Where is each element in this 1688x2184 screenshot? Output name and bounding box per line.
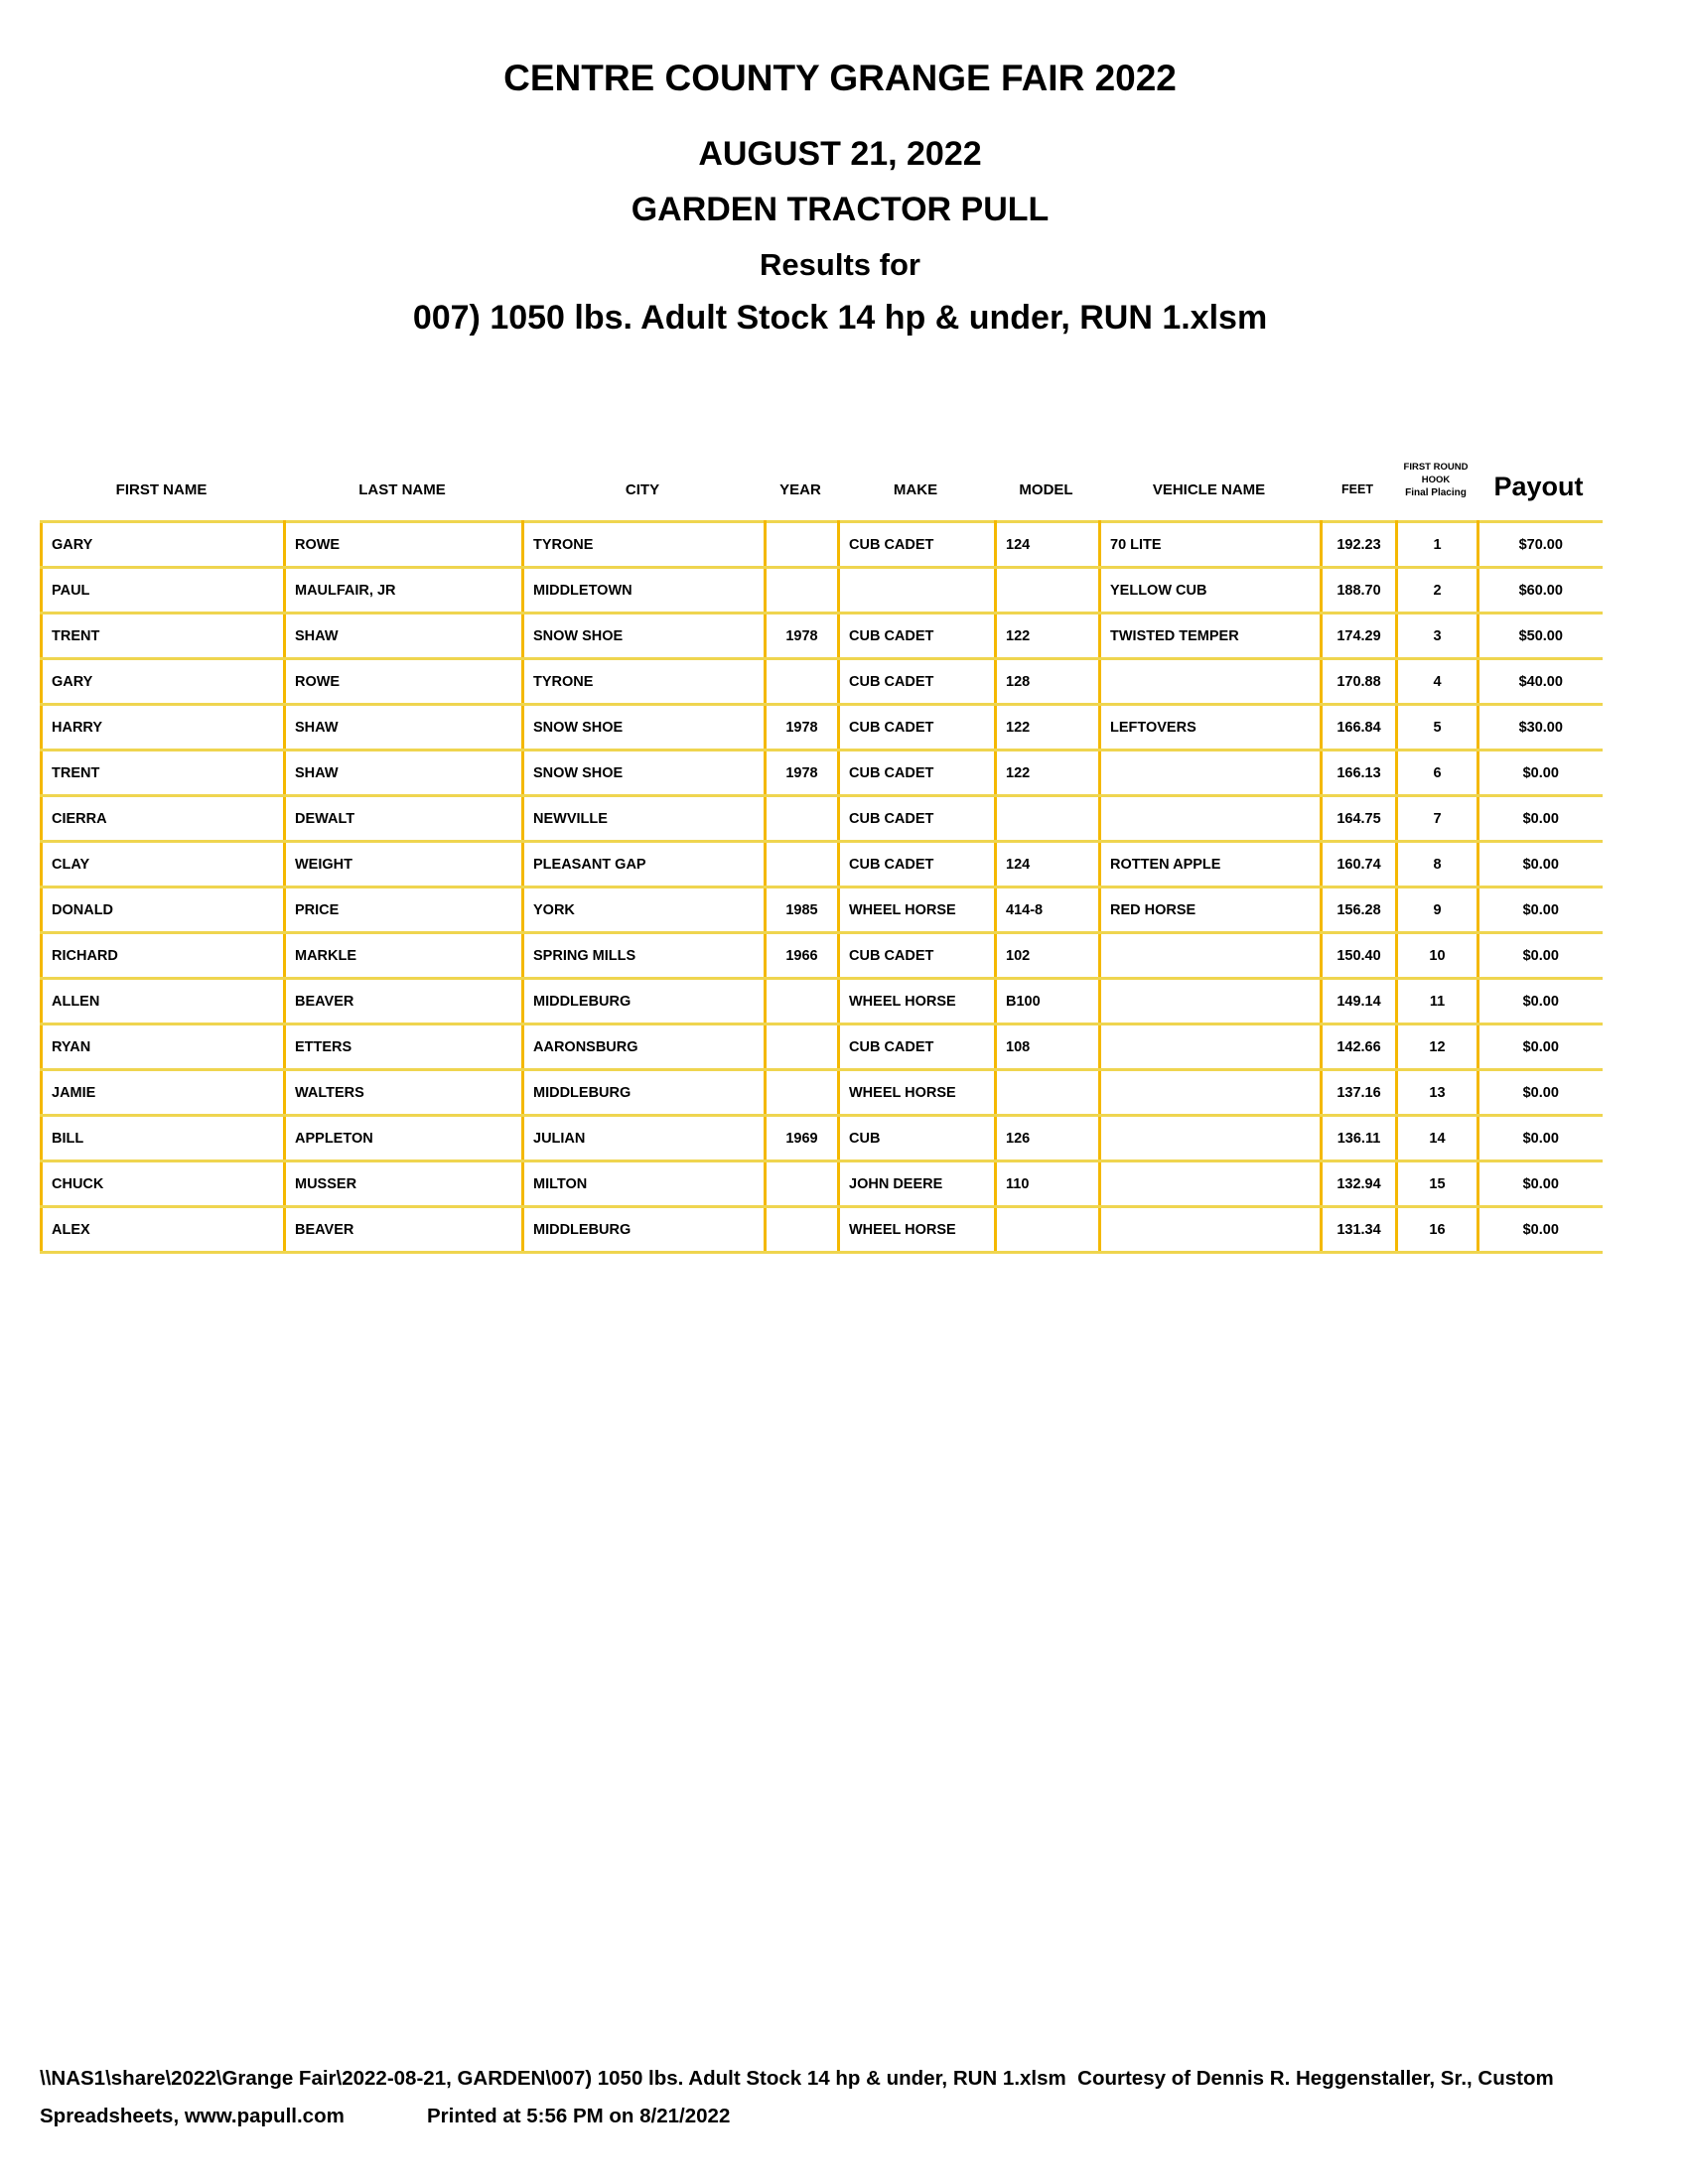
- cell-model: 108: [996, 1024, 1100, 1070]
- cell-model: 124: [996, 522, 1100, 568]
- cell-vehicle-name: [1100, 1207, 1322, 1253]
- cell-last-name: ROWE: [285, 659, 523, 705]
- cell-payout: $0.00: [1478, 842, 1603, 887]
- cell-last-name: ROWE: [285, 522, 523, 568]
- cell-hook: 4: [1397, 659, 1478, 705]
- cell-last-name: SHAW: [285, 705, 523, 751]
- cell-model: 122: [996, 705, 1100, 751]
- cell-hook: 15: [1397, 1161, 1478, 1207]
- col-header-first-name: FIRST NAME: [115, 481, 208, 498]
- cell-model: 126: [996, 1116, 1100, 1161]
- cell-last-name: MUSSER: [285, 1161, 523, 1207]
- cell-hook: 13: [1397, 1070, 1478, 1116]
- cell-payout: $70.00: [1478, 522, 1603, 568]
- cell-model: [996, 568, 1100, 614]
- table-row: [42, 705, 1603, 751]
- cell-vehicle-name: [1100, 1070, 1322, 1116]
- cell-first-name: CHUCK: [42, 1161, 285, 1207]
- event-date: AUGUST 21, 2022: [698, 135, 982, 173]
- table-row: [42, 796, 1603, 842]
- cell-hook: 11: [1397, 979, 1478, 1024]
- cell-year: [766, 568, 839, 614]
- cell-payout: $0.00: [1478, 1070, 1603, 1116]
- cell-feet: 137.16: [1322, 1070, 1397, 1116]
- cell-city: SNOW SHOE: [523, 751, 766, 796]
- cell-vehicle-name: [1100, 796, 1322, 842]
- cell-model: 122: [996, 614, 1100, 659]
- cell-year: 1985: [766, 887, 839, 933]
- cell-city: SNOW SHOE: [523, 705, 766, 751]
- cell-first-name: GARY: [42, 522, 285, 568]
- cell-model: 128: [996, 659, 1100, 705]
- cell-feet: 160.74: [1322, 842, 1397, 887]
- cell-make: CUB CADET: [839, 705, 996, 751]
- cell-payout: $40.00: [1478, 659, 1603, 705]
- cell-feet: 164.75: [1322, 796, 1397, 842]
- cell-payout: $0.00: [1478, 751, 1603, 796]
- cell-last-name: MARKLE: [285, 933, 523, 979]
- cell-year: [766, 1024, 839, 1070]
- table-row: [42, 522, 1603, 568]
- cell-last-name: WALTERS: [285, 1070, 523, 1116]
- cell-feet: 166.84: [1322, 705, 1397, 751]
- cell-year: 1978: [766, 614, 839, 659]
- cell-first-name: ALLEN: [42, 979, 285, 1024]
- cell-hook: 5: [1397, 705, 1478, 751]
- cell-vehicle-name: [1100, 1024, 1322, 1070]
- cell-year: [766, 659, 839, 705]
- cell-payout: $0.00: [1478, 1024, 1603, 1070]
- cell-model: [996, 1070, 1100, 1116]
- cell-model: 102: [996, 933, 1100, 979]
- cell-year: [766, 796, 839, 842]
- cell-first-name: ALEX: [42, 1207, 285, 1253]
- cell-first-name: HARRY: [42, 705, 285, 751]
- cell-feet: 149.14: [1322, 979, 1397, 1024]
- cell-make: CUB CADET: [839, 659, 996, 705]
- cell-make: WHEEL HORSE: [839, 1070, 996, 1116]
- cell-first-name: TRENT: [42, 614, 285, 659]
- cell-feet: 142.66: [1322, 1024, 1397, 1070]
- cell-feet: 166.13: [1322, 751, 1397, 796]
- cell-feet: 188.70: [1322, 568, 1397, 614]
- table-row: [42, 1161, 1603, 1207]
- table-row: [42, 842, 1603, 887]
- cell-vehicle-name: [1100, 659, 1322, 705]
- cell-payout: $0.00: [1478, 979, 1603, 1024]
- cell-hook: 1: [1397, 522, 1478, 568]
- cell-feet: 170.88: [1322, 659, 1397, 705]
- cell-model: 414-8: [996, 887, 1100, 933]
- table-column-headers: [40, 427, 1601, 500]
- footer-file-path: \\NAS1\share\2022\Grange Fair\2022-08-21, GARDEN\007) 1050 lbs. Adult Stock 14 hp & under, RUN 1.xlsm Courtesy of Dennis R. Heggenstaller, Sr., Custom: [40, 2067, 1554, 2090]
- cell-vehicle-name: [1100, 1161, 1322, 1207]
- cell-year: [766, 1161, 839, 1207]
- cell-last-name: BEAVER: [285, 979, 523, 1024]
- table-row: [42, 659, 1603, 705]
- cell-model: [996, 1207, 1100, 1253]
- cell-city: AARONSBURG: [523, 1024, 766, 1070]
- cell-payout: $0.00: [1478, 1116, 1603, 1161]
- cell-city: TYRONE: [523, 659, 766, 705]
- cell-feet: 156.28: [1322, 887, 1397, 933]
- col-header-year: YEAR: [779, 481, 821, 498]
- cell-model: 110: [996, 1161, 1100, 1207]
- table-row: [42, 979, 1603, 1024]
- table-row: [42, 1024, 1603, 1070]
- cell-make: CUB CADET: [839, 796, 996, 842]
- cell-make: WHEEL HORSE: [839, 887, 996, 933]
- table-row: [42, 614, 1603, 659]
- cell-last-name: PRICE: [285, 887, 523, 933]
- cell-hook: 10: [1397, 933, 1478, 979]
- cell-first-name: JAMIE: [42, 1070, 285, 1116]
- cell-feet: 132.94: [1322, 1161, 1397, 1207]
- cell-last-name: MAULFAIR, JR: [285, 568, 523, 614]
- cell-feet: 150.40: [1322, 933, 1397, 979]
- cell-year: 1966: [766, 933, 839, 979]
- cell-first-name: RYAN: [42, 1024, 285, 1070]
- cell-city: MIDDLETOWN: [523, 568, 766, 614]
- results-table: [40, 520, 1603, 1254]
- cell-payout: $0.00: [1478, 933, 1603, 979]
- cell-make: CUB: [839, 1116, 996, 1161]
- cell-city: YORK: [523, 887, 766, 933]
- cell-payout: $0.00: [1478, 887, 1603, 933]
- col-header-hook: [1395, 462, 1477, 500]
- cell-model: [996, 796, 1100, 842]
- col-header-hook-line3: Final Placing: [1405, 487, 1467, 498]
- table-row: [42, 751, 1603, 796]
- cell-vehicle-name: [1100, 933, 1322, 979]
- col-header-payout: Payout: [1493, 472, 1584, 501]
- cell-hook: 2: [1397, 568, 1478, 614]
- cell-vehicle-name: ROTTEN APPLE: [1100, 842, 1322, 887]
- cell-first-name: DONALD: [42, 887, 285, 933]
- cell-model: B100: [996, 979, 1100, 1024]
- cell-city: SPRING MILLS: [523, 933, 766, 979]
- cell-hook: 6: [1397, 751, 1478, 796]
- col-header-city: CITY: [625, 481, 660, 498]
- cell-make: WHEEL HORSE: [839, 1207, 996, 1253]
- cell-make: CUB CADET: [839, 522, 996, 568]
- col-header-last-name: LAST NAME: [358, 481, 446, 498]
- table-row: [42, 1207, 1603, 1253]
- cell-city: TYRONE: [523, 522, 766, 568]
- cell-last-name: WEIGHT: [285, 842, 523, 887]
- cell-year: [766, 522, 839, 568]
- cell-year: [766, 842, 839, 887]
- cell-city: MIDDLEBURG: [523, 1070, 766, 1116]
- page-title: CENTRE COUNTY GRANGE FAIR 2022: [503, 58, 1177, 98]
- cell-hook: 3: [1397, 614, 1478, 659]
- cell-model: 122: [996, 751, 1100, 796]
- cell-city: JULIAN: [523, 1116, 766, 1161]
- cell-year: [766, 1207, 839, 1253]
- cell-hook: 16: [1397, 1207, 1478, 1253]
- cell-city: NEWVILLE: [523, 796, 766, 842]
- cell-first-name: GARY: [42, 659, 285, 705]
- cell-hook: 12: [1397, 1024, 1478, 1070]
- col-header-feet: FEET: [1341, 481, 1373, 496]
- cell-make: [839, 568, 996, 614]
- cell-last-name: SHAW: [285, 614, 523, 659]
- cell-last-name: SHAW: [285, 751, 523, 796]
- cell-feet: 131.34: [1322, 1207, 1397, 1253]
- cell-city: MIDDLEBURG: [523, 979, 766, 1024]
- cell-first-name: TRENT: [42, 751, 285, 796]
- cell-make: JOHN DEERE: [839, 1161, 996, 1207]
- cell-vehicle-name: RED HORSE: [1100, 887, 1322, 933]
- col-header-model: MODEL: [1019, 481, 1073, 498]
- cell-hook: 9: [1397, 887, 1478, 933]
- table-row: [42, 1070, 1603, 1116]
- table-row: [42, 933, 1603, 979]
- cell-model: 124: [996, 842, 1100, 887]
- cell-vehicle-name: [1100, 1116, 1322, 1161]
- cell-last-name: ETTERS: [285, 1024, 523, 1070]
- cell-payout: $50.00: [1478, 614, 1603, 659]
- cell-make: CUB CADET: [839, 933, 996, 979]
- cell-make: CUB CADET: [839, 1024, 996, 1070]
- cell-hook: 7: [1397, 796, 1478, 842]
- cell-payout: $60.00: [1478, 568, 1603, 614]
- cell-first-name: PAUL: [42, 568, 285, 614]
- cell-last-name: DEWALT: [285, 796, 523, 842]
- cell-vehicle-name: 70 LITE: [1100, 522, 1322, 568]
- cell-city: MIDDLEBURG: [523, 1207, 766, 1253]
- cell-year: 1969: [766, 1116, 839, 1161]
- cell-year: 1978: [766, 705, 839, 751]
- cell-make: CUB CADET: [839, 614, 996, 659]
- cell-first-name: BILL: [42, 1116, 285, 1161]
- cell-payout: $0.00: [1478, 796, 1603, 842]
- cell-vehicle-name: [1100, 751, 1322, 796]
- table-row: [42, 887, 1603, 933]
- cell-feet: 136.11: [1322, 1116, 1397, 1161]
- table-row: [42, 1116, 1603, 1161]
- cell-city: PLEASANT GAP: [523, 842, 766, 887]
- cell-payout: $30.00: [1478, 705, 1603, 751]
- cell-feet: 192.23: [1322, 522, 1397, 568]
- cell-hook: 14: [1397, 1116, 1478, 1161]
- cell-first-name: RICHARD: [42, 933, 285, 979]
- cell-payout: $0.00: [1478, 1207, 1603, 1253]
- cell-payout: $0.00: [1478, 1161, 1603, 1207]
- table-row: [42, 568, 1603, 614]
- col-header-hook-line1: FIRST ROUND: [1403, 462, 1469, 474]
- event-name: GARDEN TRACTOR PULL: [631, 191, 1050, 228]
- col-header-vehicle-name: VEHICLE NAME: [1152, 481, 1266, 498]
- cell-feet: 174.29: [1322, 614, 1397, 659]
- cell-last-name: APPLETON: [285, 1116, 523, 1161]
- cell-make: WHEEL HORSE: [839, 979, 996, 1024]
- cell-year: 1978: [766, 751, 839, 796]
- cell-first-name: CLAY: [42, 842, 285, 887]
- cell-vehicle-name: LEFTOVERS: [1100, 705, 1322, 751]
- cell-vehicle-name: TWISTED TEMPER: [1100, 614, 1322, 659]
- cell-vehicle-name: [1100, 979, 1322, 1024]
- cell-last-name: BEAVER: [285, 1207, 523, 1253]
- cell-first-name: CIERRA: [42, 796, 285, 842]
- class-file-name: 007) 1050 lbs. Adult Stock 14 hp & under, RUN 1.xlsm: [412, 299, 1268, 337]
- footer-printed-timestamp: Printed at 5:56 PM on 8/21/2022: [427, 2105, 731, 2127]
- cell-make: CUB CADET: [839, 842, 996, 887]
- cell-make: CUB CADET: [839, 751, 996, 796]
- cell-hook: 8: [1397, 842, 1478, 887]
- cell-year: [766, 1070, 839, 1116]
- cell-city: MILTON: [523, 1161, 766, 1207]
- footer-spreadsheets-credit: Spreadsheets, www.papull.com: [40, 2105, 345, 2127]
- results-for-label: Results for: [760, 247, 920, 282]
- col-header-make: MAKE: [893, 481, 938, 498]
- cell-year: [766, 979, 839, 1024]
- col-header-hook-line2: HOOK: [1421, 474, 1451, 485]
- cell-city: SNOW SHOE: [523, 614, 766, 659]
- cell-vehicle-name: YELLOW CUB: [1100, 568, 1322, 614]
